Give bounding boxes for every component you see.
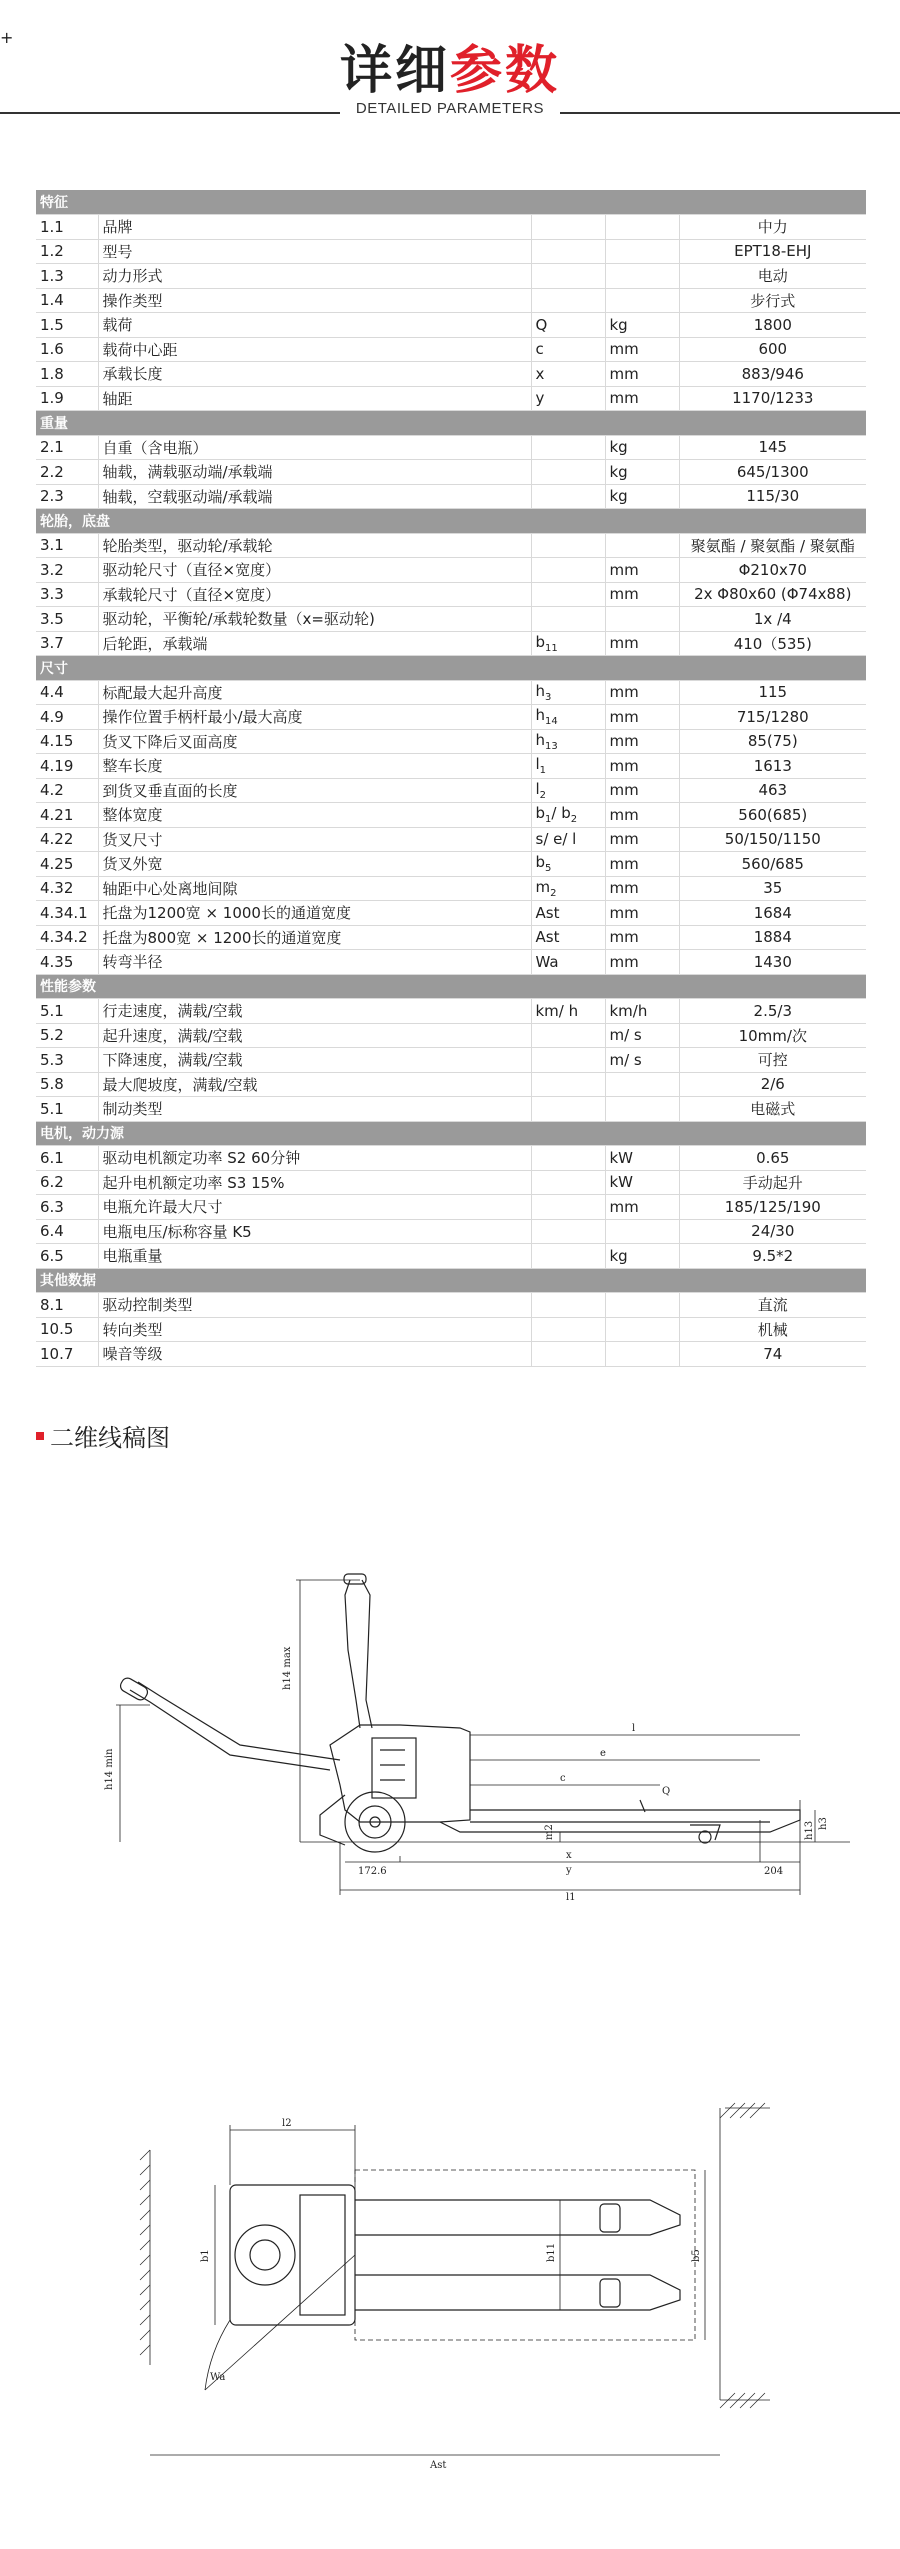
row-label: 后轮距，承载端 <box>98 631 531 656</box>
row-label: 下降速度，满载/空载 <box>98 1048 531 1073</box>
row-value: 463 <box>679 778 866 803</box>
row-unit: kg <box>605 484 679 509</box>
table-row <box>36 1342 866 1367</box>
table-row <box>36 1170 866 1195</box>
section-title: 性能参数 <box>36 974 866 999</box>
row-unit: kg <box>605 460 679 485</box>
row-unit <box>605 264 679 289</box>
label-left-dim: 172.6 <box>358 1866 387 1877</box>
row-code: 10.5 <box>36 1317 98 1342</box>
title-divider-right <box>560 112 900 114</box>
row-code: 4.4 <box>36 680 98 705</box>
row-symbol <box>531 1244 605 1269</box>
row-unit: mm <box>605 901 679 926</box>
row-unit: m/ s <box>605 1048 679 1073</box>
row-value: 1684 <box>679 901 866 926</box>
row-unit <box>605 215 679 240</box>
row-code: 3.5 <box>36 607 98 632</box>
row-unit: kg <box>605 1244 679 1269</box>
label-b11: b11 <box>546 2242 557 2262</box>
row-code: 4.21 <box>36 803 98 828</box>
row-code: 4.25 <box>36 852 98 877</box>
row-unit: mm <box>605 950 679 975</box>
row-unit: mm <box>605 876 679 901</box>
row-code: 5.2 <box>36 1023 98 1048</box>
table-row <box>36 778 866 803</box>
row-code: 4.19 <box>36 754 98 779</box>
row-code: 2.3 <box>36 484 98 509</box>
row-unit: mm <box>605 925 679 950</box>
row-symbol <box>531 582 605 607</box>
row-symbol: x <box>531 362 605 387</box>
row-label: 转向类型 <box>98 1317 531 1342</box>
drawing-section-title: 二维线稿图 <box>36 1418 170 1453</box>
row-value: 电磁式 <box>679 1097 866 1122</box>
row-value: Φ210x70 <box>679 558 866 583</box>
label-b1: b1 <box>200 2249 211 2262</box>
row-unit: mm <box>605 852 679 877</box>
red-square-icon <box>36 1432 44 1440</box>
table-row <box>36 288 866 313</box>
row-code: 4.35 <box>36 950 98 975</box>
row-unit <box>605 1342 679 1367</box>
label-wa: Wa <box>210 2372 226 2383</box>
table-row <box>36 460 866 485</box>
row-unit: kW <box>605 1146 679 1171</box>
table-row <box>36 1023 866 1048</box>
row-symbol <box>531 1023 605 1048</box>
section-header <box>36 656 866 681</box>
row-unit: kg <box>605 435 679 460</box>
label-h13: h13 <box>804 1820 815 1840</box>
row-label: 噪音等级 <box>98 1342 531 1367</box>
row-value: 2.5/3 <box>679 999 866 1024</box>
row-symbol <box>531 460 605 485</box>
title-red-part: 参数 <box>450 41 561 101</box>
section-header <box>36 190 866 215</box>
row-value: 10mm/次 <box>679 1023 866 1048</box>
row-label: 电瓶电压/标称容量 K5 <box>98 1219 531 1244</box>
table-row <box>36 803 866 828</box>
row-symbol <box>531 1048 605 1073</box>
row-value: 0.65 <box>679 1146 866 1171</box>
table-row <box>36 1244 866 1269</box>
row-value: 手动起升 <box>679 1170 866 1195</box>
row-symbol <box>531 1342 605 1367</box>
section-title: 电机，动力源 <box>36 1121 866 1146</box>
row-symbol <box>531 607 605 632</box>
row-code: 1.5 <box>36 313 98 338</box>
row-symbol: Q <box>531 313 605 338</box>
row-label: 载荷 <box>98 313 531 338</box>
row-label: 轮胎类型，驱动轮/承载轮 <box>98 533 531 558</box>
row-label: 起升电机额定功率 S3 15% <box>98 1170 531 1195</box>
row-value: 74 <box>679 1342 866 1367</box>
side-view-drawing <box>0 1560 900 2040</box>
row-unit: mm <box>605 729 679 754</box>
row-unit: mm <box>605 705 679 730</box>
label-ast: Ast <box>430 2460 447 2471</box>
row-code: 3.1 <box>36 533 98 558</box>
row-code: 1.9 <box>36 386 98 411</box>
section-header <box>36 509 866 534</box>
row-label: 电瓶允许最大尺寸 <box>98 1195 531 1220</box>
row-symbol: Ast <box>531 925 605 950</box>
row-label: 轴载，空载驱动端/承载端 <box>98 484 531 509</box>
row-unit: kW <box>605 1170 679 1195</box>
section-header <box>36 974 866 999</box>
top-view-drawing <box>0 2090 900 2500</box>
row-code: 3.2 <box>36 558 98 583</box>
row-code: 2.1 <box>36 435 98 460</box>
row-value: 715/1280 <box>679 705 866 730</box>
table-row <box>36 239 866 264</box>
table-row <box>36 1146 866 1171</box>
row-code: 4.34.2 <box>36 925 98 950</box>
row-unit <box>605 288 679 313</box>
row-symbol <box>531 288 605 313</box>
row-label: 动力形式 <box>98 264 531 289</box>
section-title: 尺寸 <box>36 656 866 681</box>
table-row <box>36 729 866 754</box>
row-symbol <box>531 1195 605 1220</box>
table-row <box>36 1219 866 1244</box>
table-row <box>36 999 866 1024</box>
label-y: y <box>566 1865 572 1876</box>
row-code: 6.4 <box>36 1219 98 1244</box>
row-value: 145 <box>679 435 866 460</box>
row-label: 货叉尺寸 <box>98 827 531 852</box>
row-symbol: y <box>531 386 605 411</box>
label-right-dim: 204 <box>764 1866 784 1877</box>
table-row <box>36 1097 866 1122</box>
row-value: 1x /4 <box>679 607 866 632</box>
row-code: 4.2 <box>36 778 98 803</box>
row-label: 承载轮尺寸（直径×宽度） <box>98 582 531 607</box>
table-row <box>36 950 866 975</box>
row-label: 承载长度 <box>98 362 531 387</box>
row-unit: mm <box>605 778 679 803</box>
row-value: 1430 <box>679 950 866 975</box>
table-row <box>36 1293 866 1318</box>
table-row <box>36 264 866 289</box>
table-row <box>36 607 866 632</box>
section-title: 重量 <box>36 411 866 436</box>
row-code: 5.3 <box>36 1048 98 1073</box>
row-unit <box>605 1097 679 1122</box>
row-symbol: $m_2$ <box>531 876 605 901</box>
section-title: 特征 <box>36 190 866 215</box>
row-symbol <box>531 1097 605 1122</box>
row-unit <box>605 533 679 558</box>
label-h14-min: h14 min <box>104 1748 115 1790</box>
row-code: 4.34.1 <box>36 901 98 926</box>
row-value: 883/946 <box>679 362 866 387</box>
row-unit: mm <box>605 827 679 852</box>
row-label: 型号 <box>98 239 531 264</box>
row-value: 9.5*2 <box>679 1244 866 1269</box>
row-symbol <box>531 1317 605 1342</box>
row-unit <box>605 1293 679 1318</box>
row-value: 50/150/1150 <box>679 827 866 852</box>
row-label: 操作位置手柄杆最小/最大高度 <box>98 705 531 730</box>
row-symbol: $l_2$ <box>531 778 605 803</box>
row-code: 10.7 <box>36 1342 98 1367</box>
row-unit: mm <box>605 803 679 828</box>
row-value: 645/1300 <box>679 460 866 485</box>
section-header <box>36 1121 866 1146</box>
table-row <box>36 313 866 338</box>
row-symbol <box>531 239 605 264</box>
row-code: 3.3 <box>36 582 98 607</box>
row-symbol: s/ e/ l <box>531 827 605 852</box>
table-row <box>36 558 866 583</box>
label-l: l <box>632 1723 636 1734</box>
row-symbol: km/ h <box>531 999 605 1024</box>
row-unit: mm <box>605 631 679 656</box>
row-label: 货叉下降后叉面高度 <box>98 729 531 754</box>
row-value: 1884 <box>679 925 866 950</box>
row-symbol <box>531 1293 605 1318</box>
title-dark-part: 详细 <box>339 41 450 101</box>
row-symbol: $b_1/$ $b_2$ <box>531 803 605 828</box>
row-value: 85(75) <box>679 729 866 754</box>
label-c: c <box>560 1773 566 1784</box>
row-unit: mm <box>605 1195 679 1220</box>
row-value: 600 <box>679 337 866 362</box>
label-x: x <box>566 1850 572 1861</box>
row-label: 标配最大起升高度 <box>98 680 531 705</box>
row-unit: mm <box>605 582 679 607</box>
row-label: 轴载，满载驱动端/承载端 <box>98 460 531 485</box>
row-label: 转弯半径 <box>98 950 531 975</box>
row-code: 4.22 <box>36 827 98 852</box>
table-row <box>36 533 866 558</box>
table-row <box>36 1048 866 1073</box>
row-unit <box>605 1317 679 1342</box>
table-row <box>36 925 866 950</box>
row-value: 可控 <box>679 1048 866 1073</box>
table-row <box>36 852 866 877</box>
table-row <box>36 705 866 730</box>
page-header <box>0 28 900 128</box>
row-label: 电瓶重量 <box>98 1244 531 1269</box>
row-unit: mm <box>605 754 679 779</box>
table-row <box>36 901 866 926</box>
table-row <box>36 876 866 901</box>
row-unit: km/h <box>605 999 679 1024</box>
table-row <box>36 386 866 411</box>
row-label: 托盘为800宽 × 1200长的通道宽度 <box>98 925 531 950</box>
row-label: 货叉外宽 <box>98 852 531 877</box>
row-symbol <box>531 484 605 509</box>
table-row <box>36 337 866 362</box>
table-row <box>36 435 866 460</box>
row-code: 3.7 <box>36 631 98 656</box>
row-unit: mm <box>605 680 679 705</box>
row-code: 1.1 <box>36 215 98 240</box>
table-row <box>36 484 866 509</box>
row-value: 24/30 <box>679 1219 866 1244</box>
title-divider-left <box>0 112 340 114</box>
row-label: 最大爬坡度，满载/空载 <box>98 1072 531 1097</box>
row-value: 中力 <box>679 215 866 240</box>
row-value: 115/30 <box>679 484 866 509</box>
row-symbol <box>531 1170 605 1195</box>
row-symbol: $h_3$ <box>531 680 605 705</box>
row-symbol <box>531 1072 605 1097</box>
row-label: 操作类型 <box>98 288 531 313</box>
row-value: 1800 <box>679 313 866 338</box>
row-unit: mm <box>605 558 679 583</box>
row-symbol: $b_{11}$ <box>531 631 605 656</box>
row-label: 驱动轮尺寸（直径×宽度） <box>98 558 531 583</box>
row-label: 托盘为1200宽 × 1000长的通道宽度 <box>98 901 531 926</box>
row-value: 直流 <box>679 1293 866 1318</box>
spec-table <box>36 190 866 1367</box>
row-symbol: Wa <box>531 950 605 975</box>
row-value: 2/6 <box>679 1072 866 1097</box>
table-row <box>36 582 866 607</box>
row-label: 驱动轮，平衡轮/承载轮数量（x=驱动轮) <box>98 607 531 632</box>
row-value: 35 <box>679 876 866 901</box>
section-title: 其他数据 <box>36 1268 866 1293</box>
label-m2: m2 <box>544 1824 555 1840</box>
table-row <box>36 215 866 240</box>
row-value: 步行式 <box>679 288 866 313</box>
label-h14-max: h14 max <box>282 1646 293 1690</box>
row-label: 驱动控制类型 <box>98 1293 531 1318</box>
row-code: 5.1 <box>36 999 98 1024</box>
row-unit <box>605 607 679 632</box>
label-l1: l1 <box>566 1892 576 1903</box>
row-value: 560(685) <box>679 803 866 828</box>
label-h3: h3 <box>818 1817 829 1830</box>
table-row <box>36 827 866 852</box>
row-value: 机械 <box>679 1317 866 1342</box>
row-symbol: $h_{13}$ <box>531 729 605 754</box>
label-b5: b5 <box>691 2249 702 2262</box>
row-code: 4.9 <box>36 705 98 730</box>
row-code: 6.2 <box>36 1170 98 1195</box>
row-symbol <box>531 435 605 460</box>
table-row <box>36 754 866 779</box>
row-code: 1.2 <box>36 239 98 264</box>
row-unit <box>605 1219 679 1244</box>
row-code: 6.5 <box>36 1244 98 1269</box>
row-symbol: $l_1$ <box>531 754 605 779</box>
row-label: 驱动电机额定功率 S2 60分钟 <box>98 1146 531 1171</box>
row-label: 自重（含电瓶） <box>98 435 531 460</box>
table-row <box>36 1195 866 1220</box>
row-unit: mm <box>605 337 679 362</box>
row-unit: m/ s <box>605 1023 679 1048</box>
row-code: 2.2 <box>36 460 98 485</box>
row-code: 8.1 <box>36 1293 98 1318</box>
label-q: Q <box>662 1786 671 1797</box>
row-symbol: Ast <box>531 901 605 926</box>
table-row <box>36 680 866 705</box>
row-value: 聚氨酯 / 聚氨酯 / 聚氨酯 <box>679 533 866 558</box>
page-title <box>0 28 900 103</box>
row-code: 1.4 <box>36 288 98 313</box>
row-label: 轴距中心处离地间隙 <box>98 876 531 901</box>
row-code: 6.3 <box>36 1195 98 1220</box>
row-unit: mm <box>605 362 679 387</box>
row-label: 整体宽度 <box>98 803 531 828</box>
row-symbol: c <box>531 337 605 362</box>
row-value: 1170/1233 <box>679 386 866 411</box>
plus-icon: + <box>0 28 14 47</box>
row-symbol: $h_{14}$ <box>531 705 605 730</box>
row-value: EPT18-EHJ <box>679 239 866 264</box>
row-value: 2x Φ80x60 (Φ74x88) <box>679 582 866 607</box>
row-label: 制动类型 <box>98 1097 531 1122</box>
section-header <box>36 1268 866 1293</box>
label-e: e <box>600 1748 606 1759</box>
table-row <box>36 1317 866 1342</box>
row-symbol <box>531 533 605 558</box>
row-label: 载荷中心距 <box>98 337 531 362</box>
row-symbol <box>531 1146 605 1171</box>
row-value: 185/125/190 <box>679 1195 866 1220</box>
row-unit <box>605 1072 679 1097</box>
row-value: 115 <box>679 680 866 705</box>
table-row <box>36 362 866 387</box>
row-code: 4.32 <box>36 876 98 901</box>
row-label: 轴距 <box>98 386 531 411</box>
row-code: 4.15 <box>36 729 98 754</box>
row-value: 560/685 <box>679 852 866 877</box>
row-value: 1613 <box>679 754 866 779</box>
row-symbol <box>531 1219 605 1244</box>
row-code: 1.6 <box>36 337 98 362</box>
row-unit <box>605 239 679 264</box>
section-title: 轮胎，底盘 <box>36 509 866 534</box>
row-unit: kg <box>605 313 679 338</box>
table-row <box>36 631 866 656</box>
row-unit: mm <box>605 386 679 411</box>
row-symbol <box>531 264 605 289</box>
row-code: 1.3 <box>36 264 98 289</box>
row-symbol <box>531 215 605 240</box>
row-label: 品牌 <box>98 215 531 240</box>
label-l2: l2 <box>282 2118 292 2129</box>
row-code: 5.1 <box>36 1097 98 1122</box>
row-code: 6.1 <box>36 1146 98 1171</box>
row-label: 整车长度 <box>98 754 531 779</box>
row-label: 行走速度，满载/空载 <box>98 999 531 1024</box>
row-label: 到货叉垂直面的长度 <box>98 778 531 803</box>
row-value: 电动 <box>679 264 866 289</box>
table-row <box>36 1072 866 1097</box>
page-subtitle: DETAILED PARAMETERS <box>355 100 545 117</box>
row-code: 5.8 <box>36 1072 98 1097</box>
row-symbol <box>531 558 605 583</box>
row-code: 1.8 <box>36 362 98 387</box>
section-header <box>36 411 866 436</box>
row-label: 起升速度，满载/空载 <box>98 1023 531 1048</box>
row-symbol: $b_5$ <box>531 852 605 877</box>
row-value: 410（535) <box>679 631 866 656</box>
